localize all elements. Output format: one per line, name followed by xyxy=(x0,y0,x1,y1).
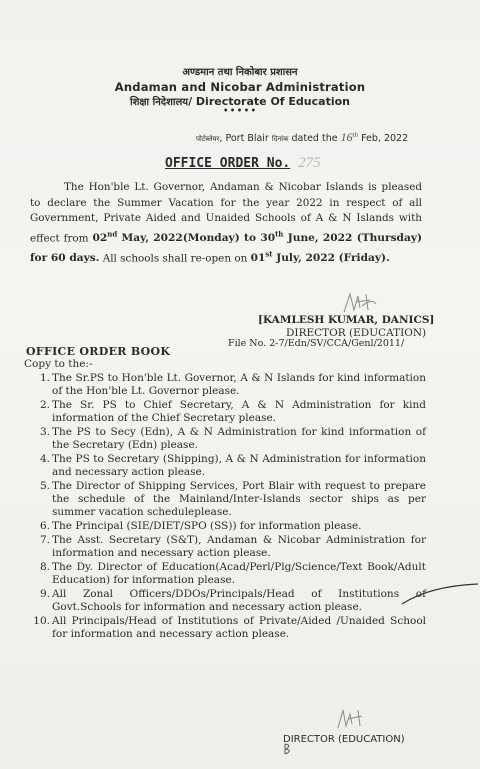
list-item: 8. The Dy. Director of Education(Acad/Perl/Plg/Science/Text Book/Adult Education) for information please. xyxy=(39,560,426,586)
list-item: 9. All Zonal Officers/DDOs/Principals/Head of Institutions of Govt.Schools for information and necessary action please. xyxy=(39,587,426,613)
to-sup: th xyxy=(275,229,284,239)
english-dept-title: Directorate Of Education xyxy=(195,95,350,108)
from-rest: May, 2022(Monday) to 30 xyxy=(117,232,276,245)
from-sup: nd xyxy=(107,229,118,239)
admin-title: Andaman and Nicobar Administration xyxy=(114,80,366,94)
footer-designation: DIRECTOR (EDUCATION) xyxy=(283,734,405,745)
list-item: 7. The Asst. Secretary (S&T), Andaman & Nicobar Administration for information and necessary action please. xyxy=(39,533,426,559)
dated-label: dated the xyxy=(291,133,338,144)
copy-list xyxy=(26,372,426,642)
signatory-name: [KAMLESH KUMAR, DANICS] xyxy=(258,314,435,326)
signatory-designation: DIRECTOR (EDUCATION) xyxy=(286,327,427,339)
to-rest: June, 2022 (Thursday) for 60 days. xyxy=(30,232,422,265)
reopen-day: 01 xyxy=(250,252,266,265)
file-number: File No. 2-7/Edn/SV/CCA/Genl/2011/ xyxy=(228,338,405,349)
list-item: 3. The PS to Secy (Edn), A & N Administration for kind information of the Secretary (Edn) please. xyxy=(39,425,426,452)
date-line xyxy=(196,130,408,145)
department-title: शिक्षा निदेशालय/ Directorate Of Education xyxy=(130,95,350,108)
reopen-sup: st xyxy=(265,249,273,259)
office-order-book-heading: OFFICE ORDER BOOK xyxy=(26,345,171,358)
signature-scribble-2 xyxy=(334,706,368,732)
date-rest: Feb, 2022 xyxy=(361,133,409,144)
body-p2: All schools shall re-open on xyxy=(99,252,251,265)
hindi-dept-title: शिक्षा निदेशालय xyxy=(130,97,189,108)
signatory-block xyxy=(258,314,434,340)
list-item: 4. The PS to Secretary (Shipping), A & N Administration for information and necessary action please. xyxy=(39,452,426,479)
reopen-rest: July, 2022 (Friday). xyxy=(272,252,390,265)
copy-to-label: Copy to the:- xyxy=(24,358,93,370)
order-number: 275 xyxy=(298,155,321,171)
hindi-place: पोर्टब्लेयर xyxy=(196,135,220,143)
order-title xyxy=(165,155,321,172)
order-title-label: OFFICE ORDER No. xyxy=(165,156,291,171)
list-item: 1. The Sr.PS to Hon'ble Lt. Governor, A & N Islands for kind information of the Hon'ble Lt. Governor please. xyxy=(39,372,426,398)
from-day: 02 xyxy=(92,232,108,245)
list-item: 6. The Principal (SIE/DIET/SPO (SS)) for information please. xyxy=(39,520,362,533)
hindi-dated: दिनांक xyxy=(271,135,289,143)
place-label: , Port Blair xyxy=(219,133,269,144)
date-day-sup: th xyxy=(352,130,359,139)
date-day: 16 xyxy=(340,130,353,144)
signature-scribble xyxy=(340,290,380,316)
list-item: 2. The Sr. PS to Chief Secretary, A & N Administration for kind information of the Chief Secretary please. xyxy=(39,398,426,425)
order-body xyxy=(30,180,422,267)
hindi-admin-title: अण्डमान तथा निकोबार प्रशासन xyxy=(182,67,298,78)
list-item: 10. All Principals/Head of Institutions of Private/Aided /Unaided School for information and necessary action please. xyxy=(33,614,426,640)
header-separator: ••••• xyxy=(222,106,258,117)
body-p1: The Hon'ble Lt. Governor, Andaman & Nicobar Islands is pleased to declare the Summer Vacation for the year 2022 in respect of all Government, Private Aided and Unaided Schools of A & N Islands with effect from xyxy=(30,181,422,245)
list-item: 5. The Director of Shipping Services, Port Blair with request to prepare the schedule of the Mainland/Inter-Islands sector ships as per summer vacation scheduleplease. xyxy=(39,479,426,519)
